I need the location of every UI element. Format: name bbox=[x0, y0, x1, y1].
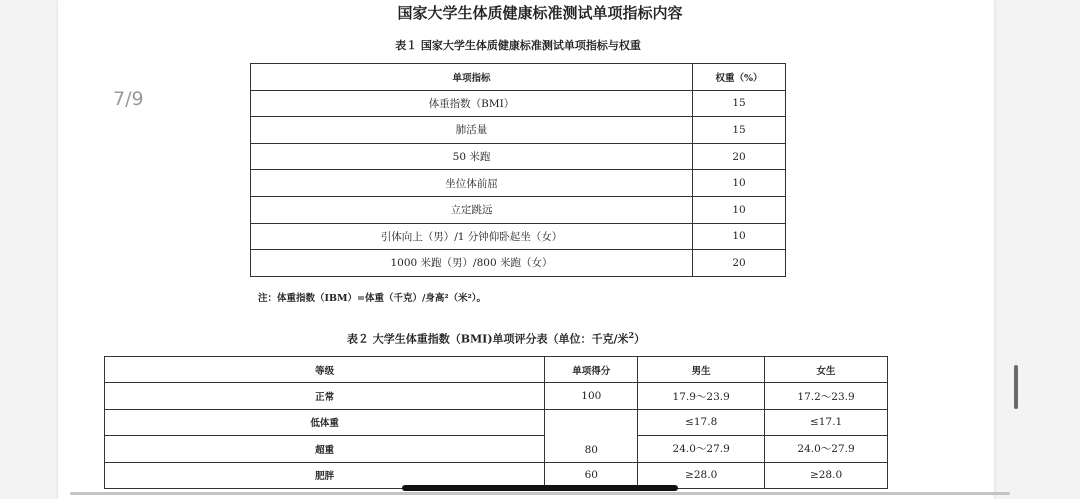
grade-cell: 超重 bbox=[105, 436, 545, 462]
home-indicator[interactable] bbox=[402, 485, 678, 491]
indicator-cell: 1000 米跑（男）/800 米跑（女） bbox=[251, 250, 693, 277]
indicator-cell: 立定跳远 bbox=[251, 196, 693, 223]
table-row bbox=[251, 196, 786, 223]
weight-cell: 15 bbox=[693, 117, 786, 144]
weight-cell: 15 bbox=[693, 90, 786, 117]
grade-cell: 肥胖 bbox=[105, 462, 545, 488]
table-row bbox=[251, 90, 786, 117]
page-counter: 7/9 bbox=[113, 88, 144, 110]
table-row bbox=[251, 143, 786, 170]
table2-caption-sup: 2 bbox=[628, 330, 635, 340]
weight-cell: 20 bbox=[693, 143, 786, 170]
table-row bbox=[251, 170, 786, 197]
table-row bbox=[105, 409, 888, 435]
female-cell: ≥28.0 bbox=[765, 462, 888, 488]
indicator-cell: 引体向上（男）/1 分钟仰卧起坐（女） bbox=[251, 223, 693, 250]
indicator-cell: 坐位体前屈 bbox=[251, 170, 693, 197]
female-cell: 24.0～27.9 bbox=[765, 436, 888, 462]
table-row bbox=[251, 250, 786, 277]
female-cell: ≤17.1 bbox=[765, 409, 888, 435]
score-cell: 60 bbox=[545, 462, 638, 488]
bmi-note: 注：体重指数（IBM）=体重（千克）/身高²（米²）。 bbox=[258, 293, 486, 304]
table-row bbox=[105, 436, 888, 462]
indicator-cell: 50 米跑 bbox=[251, 143, 693, 170]
weight-cell: 10 bbox=[693, 223, 786, 250]
table-header-row bbox=[251, 64, 786, 91]
male-cell: ≥28.0 bbox=[638, 462, 765, 488]
document-title: 国家大学生体质健康标准测试单项指标内容 bbox=[397, 4, 683, 22]
header-weight: 权重（%） bbox=[693, 64, 786, 91]
table-row bbox=[251, 117, 786, 144]
grade-cell: 低体重 bbox=[105, 409, 545, 435]
table-row bbox=[251, 223, 786, 250]
header-score: 单项得分 bbox=[545, 357, 638, 383]
merged-score-cell: 80 bbox=[545, 409, 638, 462]
indicator-cell: 体重指数（BMI） bbox=[251, 90, 693, 117]
male-cell: 24.0～27.9 bbox=[638, 436, 765, 462]
header-indicator: 单项指标 bbox=[251, 64, 693, 91]
female-cell: 17.2～23.9 bbox=[765, 383, 888, 409]
male-cell: ≤17.8 bbox=[638, 409, 765, 435]
indicator-cell: 肺活量 bbox=[251, 117, 693, 144]
table2-caption-end: ） bbox=[634, 332, 646, 346]
weight-cell: 10 bbox=[693, 170, 786, 197]
header-grade: 等级 bbox=[105, 357, 545, 383]
horizontal-scrollbar[interactable] bbox=[70, 492, 1010, 495]
weight-cell: 20 bbox=[693, 250, 786, 277]
header-female: 女生 bbox=[765, 357, 888, 383]
vertical-scrollbar[interactable] bbox=[1014, 365, 1018, 409]
table1-caption: 表１ 国家大学生体质健康标准测试单项指标与权重 bbox=[395, 39, 641, 52]
male-cell: 17.9～23.9 bbox=[638, 383, 765, 409]
table2-caption-text: 表２ 大学生体重指数（BMI)单项评分表（单位：千克/米 bbox=[346, 332, 629, 346]
score-cell: 100 bbox=[545, 383, 638, 409]
header-male: 男生 bbox=[638, 357, 765, 383]
bmi-score-table bbox=[104, 356, 888, 489]
table2-caption bbox=[104, 330, 888, 347]
grade-cell: 正常 bbox=[105, 383, 545, 409]
weight-table bbox=[250, 63, 786, 277]
table-header-row bbox=[105, 357, 888, 383]
weight-cell: 10 bbox=[693, 196, 786, 223]
table-row bbox=[105, 383, 888, 409]
